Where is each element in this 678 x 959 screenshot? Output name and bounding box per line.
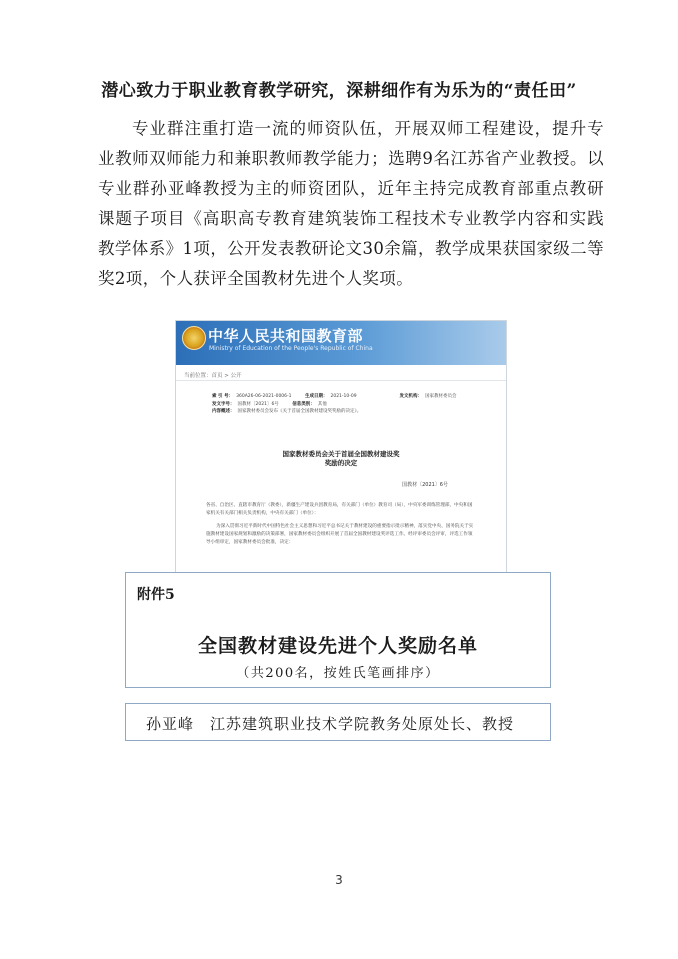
meta-org-label: 发文机构： (399, 394, 422, 399)
awardee-affiliation: 江苏建筑职业技术学院教务处原处长、教授 (210, 715, 515, 733)
doc-title (176, 450, 506, 468)
national-emblem-icon (182, 326, 206, 350)
meta-docno-value: 国教材〔2021〕6号 (237, 401, 279, 407)
body-paragraph: 专业群注重打造一流的师资队伍，开展双师工程建设，提升专业教师双师能力和兼职教师教学能力；选聘9名江苏省产业教授。以专业群孙亚峰教授为主的师资团队，近年主持完成教育部重点教研课题子项目《高职高专教育建筑装饰工程技术专业教学内容和实践教学体系》1项，公开发表教研论文30余篇，教学成果获国家级二等奖2项，个人获评全国教材先进个人奖项。 (98, 119, 604, 288)
doc-body-p1: 各省、自治区、直辖市教育厅（教委），新疆生产建设兵团教育局，有关部门（单位）教育司（局），中央军委训练管理部，中央和国家机关有关部门相关负责机构，中央有关部门（单位）： (206, 503, 473, 516)
attachment-title: 全国教材建设先进个人奖励名单 (197, 635, 478, 657)
page-number: 3 (335, 873, 343, 887)
site-banner (176, 321, 506, 365)
doc-title-line-1: 国家教材委员会关于首届全国教材建设奖 (282, 450, 400, 458)
doc-title-line-2: 奖励的决定 (324, 459, 358, 467)
section-heading: 潜心致力于职业教育教学研究，深耕细作有为乐为的“责任田” (101, 81, 577, 101)
meta-index-value: 360A26-06-2021-0006-1 (236, 394, 292, 399)
awardee-line (146, 713, 514, 734)
moe-page-screenshot (175, 320, 507, 580)
doc-number: 国教材〔2021〕6号 (402, 482, 448, 488)
awardee-name: 孙亚峰 (146, 715, 195, 733)
meta-org-value: 国家教材委员会 (425, 394, 457, 399)
breadcrumb: 当前位置：首页 > 公开 (184, 373, 242, 379)
meta-docno-label: 发文字号： (212, 401, 235, 407)
doc-body (206, 502, 476, 552)
doc-body-p2: 为深入贯彻习近平新时代中国特色社会主义思想和习近平总书记关于教材建设的重要指示批示精神，落实党中央、国务院关于实施教材建设国家规划和激励的决策部署，国家教材委员会组织开展了首届全国教材建设奖评选工作。经评审委员会评审，评选工作领导小组审定，国家教材委员会批准，决定： (206, 524, 474, 545)
meta-date-value: 2021-10-09 (330, 394, 357, 399)
site-title: 中华人民共和国教育部 (208, 327, 364, 345)
doc-metadata (212, 393, 482, 416)
attachment-box (125, 572, 551, 688)
meta-topic-value: 其他 (317, 401, 327, 407)
attachment-subtitle: （共200名，按姓氏笔画排序） (236, 666, 440, 681)
meta-summary-label: 内容概述： (212, 409, 235, 414)
site-subtitle: Ministry of Education of the People's Republic of China (209, 345, 373, 352)
meta-date-label: 生成日期： (304, 394, 328, 399)
meta-topic-label: 信息类别： (292, 401, 315, 407)
awardee-box (125, 703, 551, 741)
attachment-label: 附件5 (137, 587, 175, 603)
meta-index-label: 索 引 号： (212, 394, 234, 399)
breadcrumb-divider (176, 380, 506, 381)
meta-summary-value: 国家教材委员会发布《关于首届全国教材建设奖奖励的决定》。 (237, 409, 362, 414)
